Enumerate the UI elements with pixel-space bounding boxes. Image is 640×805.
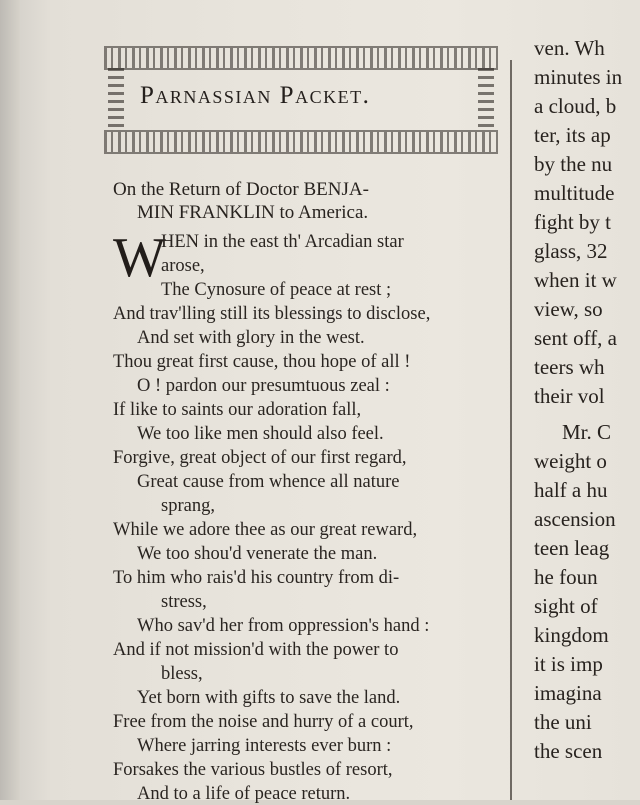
poem-line: If like to saints our adoration fall,	[113, 400, 362, 420]
poem-line: We too shou'd venerate the man.	[137, 544, 378, 564]
column-line: sent off, a	[534, 326, 618, 350]
column-line: ascension	[534, 507, 616, 531]
drop-cap: W	[113, 227, 166, 289]
page-edge-shadow	[0, 0, 20, 800]
column-line: teers wh	[534, 355, 605, 379]
poem-line: While we adore thee as our great reward,	[113, 520, 418, 540]
title-ornament-left	[108, 68, 124, 130]
title-ornament-top	[104, 46, 498, 70]
poem-heading	[113, 178, 513, 224]
column-line: teen leag	[534, 536, 610, 560]
poem-line: And if not mission'd with the power to	[113, 640, 399, 660]
poem-line: Yet born with gifts to save the land.	[137, 688, 401, 708]
poem-line: And set with glory in the west.	[137, 328, 365, 348]
poem-line: To him who rais'd his country from di-	[113, 568, 400, 588]
column-line: glass, 32	[534, 239, 608, 263]
column-line: a cloud, b	[534, 94, 617, 118]
right-column	[526, 36, 640, 800]
section-title: Parnassian Packet.	[140, 82, 371, 109]
poem-line: We too like men should also feel.	[137, 424, 384, 444]
poem-line: O ! pardon our presumtuous zeal :	[137, 376, 390, 396]
title-ornament-bottom	[104, 130, 498, 154]
column-rule	[510, 60, 512, 800]
poem-line: Forsakes the various bustles of resort,	[113, 760, 393, 780]
column-line: the uni	[534, 710, 592, 734]
column-line: he foun	[534, 565, 598, 589]
poem-heading-line-1: On the Return of Doctor BENJA-	[113, 179, 369, 200]
column-line: multitude	[534, 181, 615, 205]
column-line: ven. Wh	[534, 36, 605, 60]
poem-line: The Cynosure of peace at rest ;	[161, 280, 392, 300]
poem-line: Thou great first cause, thou hope of all !	[113, 352, 411, 372]
poem-line: sprang,	[161, 496, 215, 516]
poem-line: Great cause from whence all nature	[137, 472, 400, 492]
column-line: imagina	[534, 681, 602, 705]
column-line: minutes in	[534, 65, 623, 89]
poem-line: bless,	[161, 664, 203, 684]
column-line: kingdom	[534, 623, 609, 647]
column-line: half a hu	[534, 478, 608, 502]
title-ornament-right	[478, 68, 494, 130]
column-line: Mr. C	[562, 420, 612, 444]
poem-line: Where jarring interests ever burn :	[137, 736, 392, 756]
column-line: fight by t	[534, 210, 611, 234]
column-line: weight o	[534, 449, 607, 473]
poem-line: HEN in the east th' Arcadian star	[161, 232, 404, 252]
poem-line: stress,	[161, 592, 207, 612]
column-line: their vol	[534, 384, 605, 408]
column-line: view, so	[534, 297, 603, 321]
poem-line: Forgive, great object of our first regard,	[113, 448, 407, 468]
poem-line: Who sav'd her from oppression's hand :	[137, 616, 430, 636]
poem-line: arose,	[161, 256, 205, 276]
poem-line: Free from the noise and hurry of a court,	[113, 712, 414, 732]
column-line: when it w	[534, 268, 617, 292]
poem-heading-line-2: MIN FRANKLIN to America.	[137, 202, 369, 223]
poem-line: And to a life of peace return.	[137, 784, 351, 804]
column-line: it is imp	[534, 652, 603, 676]
column-line: by the nu	[534, 152, 613, 176]
poem-line: And trav'lling still its blessings to disclose,	[113, 304, 431, 324]
column-line: ter, its ap	[534, 123, 611, 147]
column-line: sight of	[534, 594, 598, 618]
column-line: the scen	[534, 739, 603, 763]
